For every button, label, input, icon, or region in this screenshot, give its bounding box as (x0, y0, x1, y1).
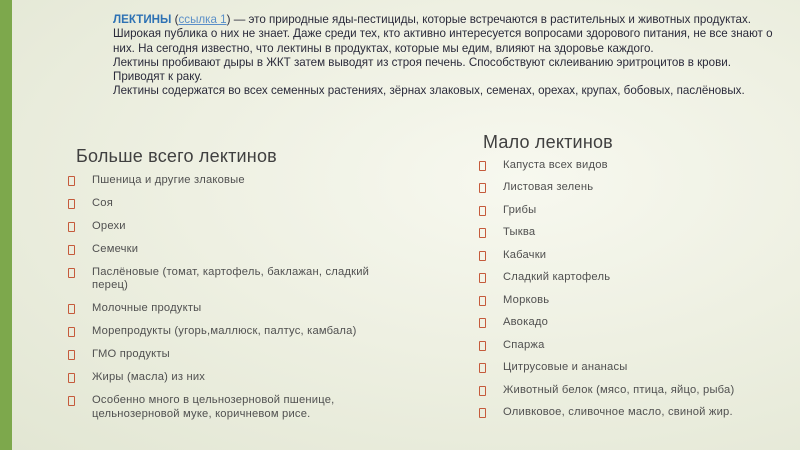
list-item (479, 226, 779, 239)
square-outline-bullet-icon (68, 327, 75, 337)
square-outline-bullet-icon (479, 318, 486, 328)
square-outline-bullet-icon (68, 199, 75, 209)
square-outline-bullet-icon (68, 373, 75, 383)
list-item (479, 204, 779, 217)
reference-link[interactable]: ссылка 1 (178, 13, 227, 26)
square-outline-bullet-icon (479, 273, 486, 283)
square-outline-bullet-icon (68, 222, 75, 232)
list-item-text: Пшеница и другие злаковые (92, 174, 245, 186)
list-item-text: Сладкий картофель (503, 271, 611, 284)
intro-paragraph-1 (113, 13, 785, 56)
list-item-text: Жиры (масла) из них (92, 371, 206, 384)
square-outline-bullet-icon (479, 296, 486, 306)
list-item-text: Грибы (503, 203, 537, 216)
list-item (68, 394, 388, 421)
list-item (479, 181, 779, 194)
list-item-text: Спаржа (503, 338, 545, 351)
square-outline-bullet-icon (479, 408, 486, 418)
list-item-text: Особенно много в цельнозерновой пшенице, цельнозерновой муке, коричневом рисе. (92, 394, 335, 420)
list-item-text: Соя (92, 197, 113, 209)
list-item (68, 174, 388, 187)
list-item (479, 339, 779, 352)
list-item (68, 325, 388, 338)
square-outline-bullet-icon (479, 386, 486, 396)
square-outline-bullet-icon (68, 176, 75, 186)
list-item (479, 361, 779, 374)
ref-open: ( (171, 13, 179, 26)
intro-paragraph-1-text: — это природные яды-пестициды, которые встречаются в растительных и животных продуктах. Широкая публика о них не знает. Даже среди тех, кто активно интересуется вопросами здорового питания, не все знают о них. На сегодня известно, что лектины в продуктах, которые мы едим, влияют на здоровье каждого. (113, 13, 773, 55)
list-item-text: Цитрусовые и ананасы (503, 361, 628, 374)
list-item (479, 249, 779, 262)
list-item-text: Кабачки (503, 248, 547, 261)
list-item-text: Семечки (92, 243, 139, 255)
square-outline-bullet-icon (479, 341, 486, 351)
ref-close: ) (226, 13, 231, 26)
square-outline-bullet-icon (68, 396, 75, 406)
square-outline-bullet-icon (68, 350, 75, 360)
list-item (479, 294, 779, 307)
heading-most-lectins: Больше всего лектинов (76, 146, 277, 166)
list-item (479, 159, 779, 172)
accent-bar (0, 0, 12, 450)
list-item (68, 266, 388, 293)
list-few-lectins (479, 159, 779, 428)
list-item-text: Паслёновые (томат, картофель, баклажан, сладкий перец) (92, 266, 370, 292)
list-most-lectins (68, 174, 388, 431)
list-item-text: Авокадо (503, 316, 549, 329)
list-item-text: Оливковое, сливочное масло, свиной жир. (503, 405, 733, 418)
square-outline-bullet-icon (479, 251, 486, 261)
list-item-text: Тыква (503, 226, 536, 239)
list-item-text: ГМО продукты (92, 348, 170, 361)
list-item (68, 197, 388, 210)
intro-paragraph-2: Лектины пробивают дыры в ЖКТ затем выводят из строя печень. Способствуют склеиванию эритроцитов в крови. Приводят к раку. (113, 55, 731, 84)
list-item (68, 371, 388, 384)
square-outline-bullet-icon (68, 304, 75, 314)
term-lectins: ЛЕКТИНЫ (113, 13, 172, 26)
square-outline-bullet-icon (479, 228, 486, 238)
square-outline-bullet-icon (479, 363, 486, 373)
list-item-text: Орехи (92, 220, 126, 232)
list-item-text: Листовая зелень (503, 181, 594, 194)
list-item (68, 302, 388, 315)
list-item-text: Морепродукты (угорь,маллюск, палтус, камбала) (92, 325, 357, 338)
intro-paragraph-3: Лектины содержатся во всех семенных растениях, зёрнах злаковых, семенах, орехах, крупах, бобовых, паслёновых. (113, 84, 745, 98)
square-outline-bullet-icon (68, 268, 75, 278)
list-item (68, 348, 388, 361)
intro-text (113, 13, 785, 99)
square-outline-bullet-icon (68, 245, 75, 255)
list-item (479, 406, 779, 419)
list-item-text: Молочные продукты (92, 302, 202, 315)
list-item (479, 316, 779, 329)
list-item-text: Капуста всех видов (503, 159, 608, 171)
square-outline-bullet-icon (479, 206, 486, 216)
list-item (479, 384, 779, 397)
list-item (68, 243, 388, 256)
list-item-text: Животный белок (мясо, птица, яйцо, рыба) (503, 383, 735, 396)
heading-few-lectins: Мало лектинов (483, 132, 613, 152)
list-item-text: Морковь (503, 293, 550, 306)
square-outline-bullet-icon (479, 183, 486, 193)
list-item (68, 220, 388, 233)
list-item (479, 271, 779, 284)
square-outline-bullet-icon (479, 161, 486, 171)
